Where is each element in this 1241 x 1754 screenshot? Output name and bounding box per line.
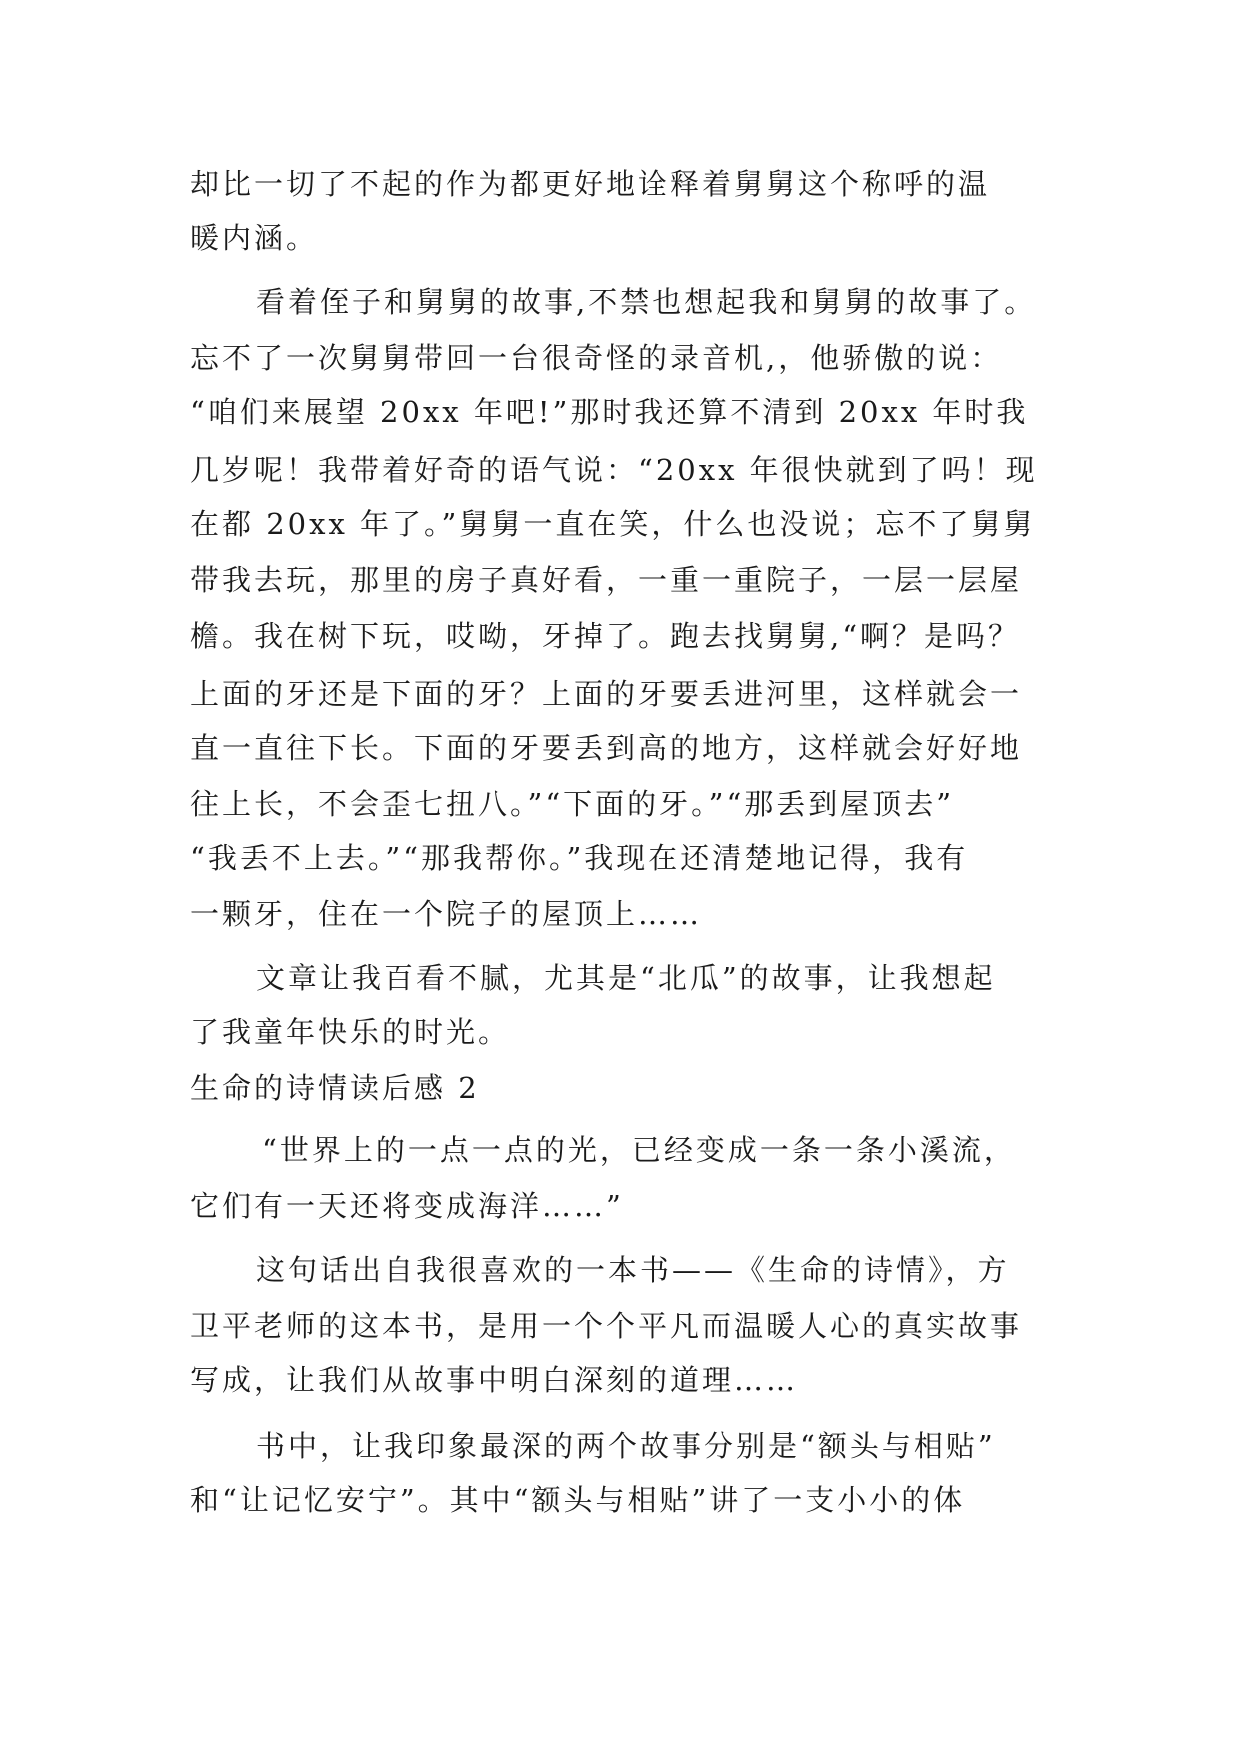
text-line: 文章让我百看不腻，尤其是“北瓜”的故事，让我想起	[256, 961, 996, 995]
text-line: 书中，让我印象最深的两个故事分别是“额头与相贴”	[256, 1429, 996, 1463]
text-line: 写成，让我们从故事中明白深刻的道理……	[190, 1363, 799, 1397]
text-line: 暖内涵。	[190, 221, 319, 255]
text-line: “咱们来展望 20xx 年吧!”那时我还算不清到 20xx 年时我	[190, 395, 1029, 429]
text-line: 却比一切了不起的作为都更好地诠释着舅舅这个称呼的温	[190, 167, 991, 201]
text-line: “世界上的一点一点的光，已经变成一条一条小溪流，	[262, 1133, 1016, 1167]
text-line: 直一直往下长。下面的牙要丢到高的地方，这样就会好好地	[190, 731, 1023, 765]
text-line: 几岁呢！我带着好奇的语气说：“20xx 年很快就到了吗！现	[190, 453, 1038, 487]
text-line: 和“让记忆安宁”。其中“额头与相贴”讲了一支小小的体	[190, 1483, 966, 1517]
text-line: 了我童年快乐的时光。	[190, 1015, 511, 1049]
text-line: “我丢不上去。”“那我帮你。”我现在还清楚地记得，我有	[190, 841, 969, 875]
text-line: 这句话出自我很喜欢的一本书——《生命的诗情》，方	[256, 1253, 1010, 1287]
text-line: 上面的牙还是下面的牙？上面的牙要丢进河里，这样就会一	[190, 677, 1023, 711]
text-line: 它们有一天还将变成海洋……”	[190, 1189, 624, 1223]
text-line: 看着侄子和舅舅的故事,不禁也想起我和舅舅的故事了。	[256, 285, 1037, 319]
text-line: 卫平老师的这本书，是用一个个平凡而温暖人心的真实故事	[190, 1309, 1023, 1343]
text-line: 檐。我在树下玩，哎呦，牙掉了。跑去找舅舅,“啊？是吗？	[190, 619, 1021, 653]
text-line: 在都 20xx 年了。”舅舅一直在笑，什么也没说；忘不了舅舅	[190, 507, 1036, 541]
text-line: 忘不了一次舅舅带回一台很奇怪的录音机,，他骄傲的说：	[190, 341, 1003, 375]
section-heading: 生命的诗情读后感 2	[190, 1071, 480, 1105]
text-line: 一颗牙，住在一个院子的屋顶上……	[190, 897, 703, 931]
text-line: 往上长，不会歪七扭八。”“下面的牙。”“那丢到屋顶去”	[190, 787, 955, 821]
text-line: 带我去玩，那里的房子真好看，一重一重院子，一层一层屋	[190, 563, 1023, 597]
